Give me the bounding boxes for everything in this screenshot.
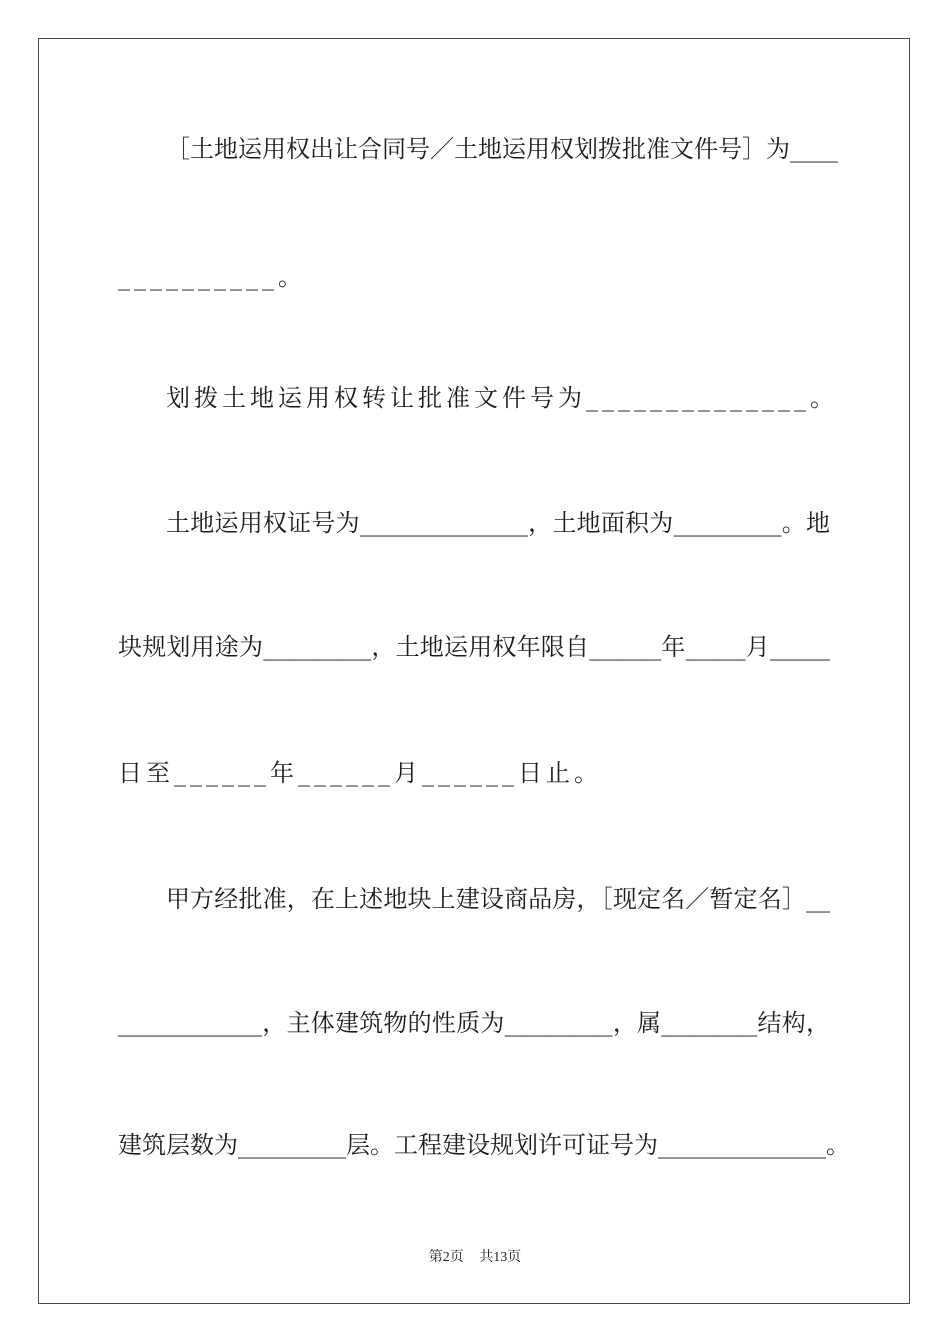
page-footer (0, 1246, 950, 1266)
text-line-3: 划拨土地运用权转让批准文件号为______________。 (166, 384, 838, 412)
page-number: 第2页 (428, 1250, 464, 1265)
text-line-5: 块规划用途为_________，土地运用权年限自______年_____月_____ (118, 633, 830, 661)
text-line-8: ____________，主体建筑物的性质为_________，属________结构， (118, 1009, 830, 1037)
text-line-1: ［土地运用权出让合同号／土地运用权划拨批准文件号］为____ (166, 135, 838, 163)
text-line-6: 日至______年______月______日止。 (118, 759, 602, 787)
text-line-2: __________。 (118, 263, 306, 291)
page-border (38, 38, 910, 1304)
text-line-4: 土地运用权证号为______________，土地面积为_________。地 (166, 509, 830, 537)
text-line-9: 建筑层数为_________层。工程建设规划许可证号为______________。 (118, 1131, 850, 1159)
page-total: 共13页 (479, 1250, 522, 1265)
text-line-7: 甲方经批准，在上述地块上建设商品房，［现定名／暂定名］__ (166, 885, 830, 913)
